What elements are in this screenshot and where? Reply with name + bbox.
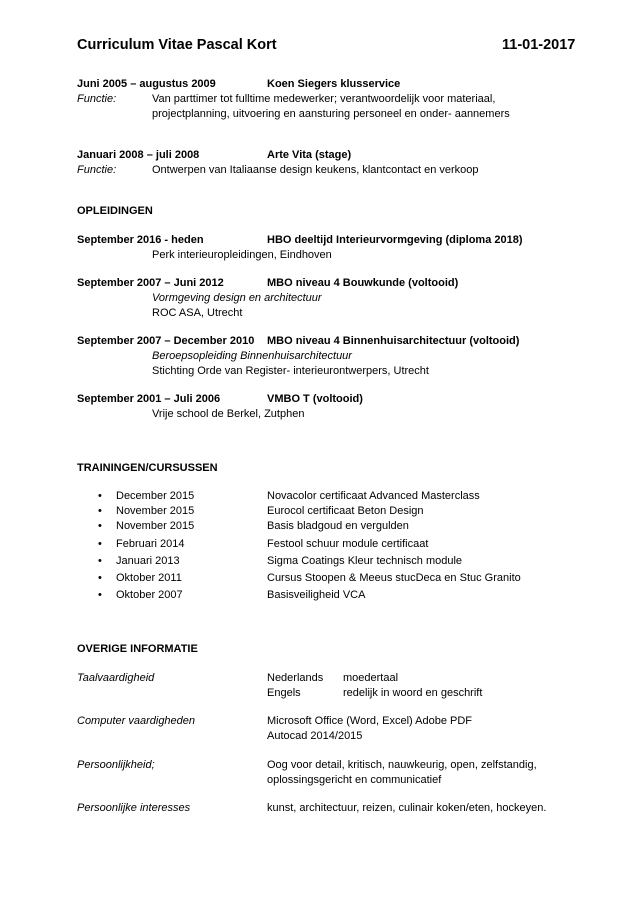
bullet-icon: • <box>98 520 102 532</box>
training-date: Januari 2013 <box>116 555 180 567</box>
language-name: Nederlands <box>267 672 324 684</box>
education-period: September 2016 - heden <box>77 234 204 246</box>
training-name: Basis bladgoud en vergulden <box>267 520 409 532</box>
bullet-icon: • <box>98 555 102 567</box>
other-heading: OVERIGE INFORMATIE <box>77 643 198 655</box>
training-date: December 2015 <box>116 490 195 502</box>
personality-line: oplossingsgericht en communicatief <box>267 774 442 786</box>
work-company: Koen Siegers klusservice <box>267 78 401 90</box>
training-name: Cursus Stoopen & Meeus stucDeca en Stuc Granito <box>267 572 521 584</box>
training-name: Sigma Coatings Kleur technisch module <box>267 555 463 567</box>
interests-value: kunst, architectuur, reizen, culinair koken/eten, hockeyen. <box>267 802 547 814</box>
training-date: November 2015 <box>116 505 195 517</box>
work-company: Arte Vita (stage) <box>267 149 352 161</box>
education-title: HBO deeltijd Interieurvormgeving (diploma 2018) <box>267 234 523 246</box>
bullet-icon: • <box>98 538 102 550</box>
education-school: Perk interieuropleidingen, Eindhoven <box>152 249 332 261</box>
bullet-icon: • <box>98 589 102 601</box>
education-title: MBO niveau 4 Bouwkunde (voltooid) <box>267 277 459 289</box>
page-title: Curriculum Vitae Pascal Kort <box>77 37 277 53</box>
education-school: Vrije school de Berkel, Zutphen <box>152 408 305 420</box>
work-description-line: projectplanning, uitvoering en aansturing personeel en onder- aannemers <box>152 108 510 120</box>
bullet-icon: • <box>98 505 102 517</box>
education-specialization: Beroepsopleiding Binnenhuisarchitectuur <box>152 350 352 362</box>
education-period: September 2007 – Juni 2012 <box>77 277 224 289</box>
education-period: September 2007 – December 2010 <box>77 335 255 347</box>
work-period: Juni 2005 – augustus 2009 <box>77 78 216 90</box>
education-title: VMBO T (voltooid) <box>267 393 363 405</box>
work-description-line: Ontwerpen van Italiaanse design keukens, klantcontact en verkoop <box>152 164 479 176</box>
education-specialization: Vormgeving design en architectuur <box>152 292 322 304</box>
work-period: Januari 2008 – juli 2008 <box>77 149 200 161</box>
training-date: Oktober 2011 <box>116 572 182 584</box>
computer-skills-line: Microsoft Office (Word, Excel) Adobe PDF <box>267 715 472 727</box>
training-date: Februari 2014 <box>116 538 185 550</box>
education-heading: OPLEIDINGEN <box>77 205 153 217</box>
training-name: Basisveiligheid VCA <box>267 589 366 601</box>
computer-skills-line: Autocad 2014/2015 <box>267 730 363 742</box>
training-date: November 2015 <box>116 520 195 532</box>
training-name: Novacolor certificaat Advanced Masterclass <box>267 490 480 502</box>
document-date: 11-01-2017 <box>502 37 576 53</box>
language-label: Taalvaardigheid <box>77 672 155 684</box>
bullet-icon: • <box>98 572 102 584</box>
computer-skills-label: Computer vaardigheden <box>77 715 196 727</box>
training-date: Oktober 2007 <box>116 589 183 601</box>
work-description-line: Van parttimer tot fulltime medewerker; verantwoordelijk voor materiaal, <box>152 93 496 105</box>
bullet-icon: • <box>98 490 102 502</box>
work-function-label: Functie: <box>77 164 117 176</box>
trainings-heading: TRAININGEN/CURSUSSEN <box>77 462 218 474</box>
personality-line: Oog voor detail, kritisch, nauwkeurig, open, zelfstandig, <box>267 759 537 771</box>
training-name: Eurocol certificaat Beton Design <box>267 505 424 517</box>
education-period: September 2001 – Juli 2006 <box>77 393 221 405</box>
training-name: Festool schuur module certificaat <box>267 538 429 550</box>
education-school: Stichting Orde van Register- interieurontwerpers, Utrecht <box>152 365 429 377</box>
personality-label: Persoonlijkheid; <box>77 759 155 771</box>
language-name: Engels <box>267 687 301 699</box>
language-level: redelijk in woord en geschrift <box>343 687 483 699</box>
work-function-label: Functie: <box>77 93 117 105</box>
interests-label: Persoonlijke interesses <box>77 802 191 814</box>
language-level: moedertaal <box>343 672 399 684</box>
education-school: ROC ASA, Utrecht <box>152 307 243 319</box>
education-title: MBO niveau 4 Binnenhuisarchitectuur (voltooid) <box>267 335 520 347</box>
